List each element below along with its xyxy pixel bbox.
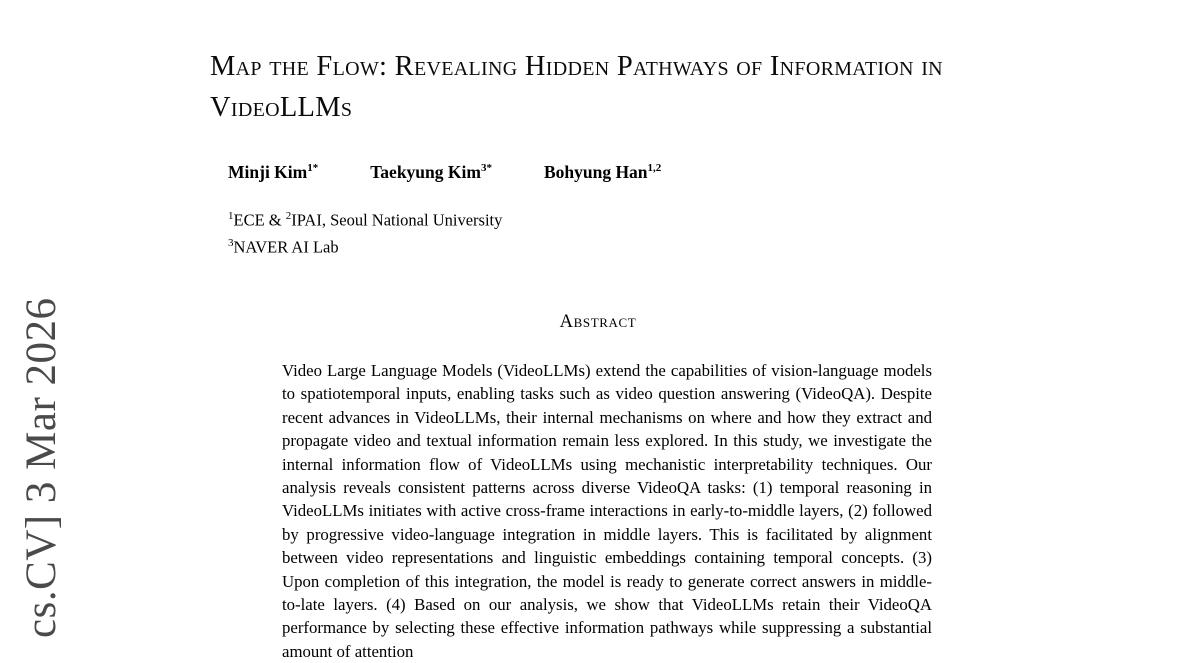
affiliation-text: NAVER AI Lab [233, 237, 339, 256]
author-name: Bohyung Han [543, 162, 648, 182]
affiliation-line [228, 205, 1000, 232]
affiliation-block [228, 205, 1000, 258]
affiliation-line [228, 232, 1000, 259]
author-name: Minji Kim [228, 162, 308, 182]
author-entry [370, 162, 492, 183]
author-affiliation-marker: 1* [307, 162, 319, 175]
affiliation-marker: 2 [285, 210, 292, 222]
author-affiliation-marker: 3* [480, 162, 492, 175]
author-entry [228, 162, 318, 183]
abstract-heading: Abstract [559, 312, 637, 332]
abstract-paragraph: Video Large Language Models (VideoLLMs) extend the capabilities of vision-language models to spatiotemporal inputs, enabling tasks such as video question answering (VideoQA). Despite recent advances in VideoLLMs, their internal mechanisms on where and how they extract and propagate video and textual information remain less explored. In this study, we investigate the internal information flow of VideoLLMs using mechanistic interpretability techniques. Our analysis reveals consistent patterns across diverse VideoQA tasks: (1) temporal reasoning in VideoLLMs initiates with active cross-frame interactions in early-to-middle layers, (2) followed by progressive video-language integration in middle layers. This is facilitated by alignment between video representations and linguistic embeddings containing temporal concepts. (3) Upon completion of this integration, the model is ready to generate correct answers in middle-to-late layers. (4) Based on our analysis, we show that VideoLLMs retain their VideoQA performance by selecting these effective information pathways while suppressing a substantial amount of attention [282, 361, 932, 661]
affiliation-text: IPAI, Seoul National University [291, 210, 503, 230]
affiliation-marker: 3 [228, 236, 234, 249]
author-entry [544, 162, 661, 183]
paper-content [210, 0, 1000, 661]
abstract-body [282, 359, 932, 663]
affiliation-text: ECE & [233, 210, 286, 230]
author-affiliation-marker: 1,2 [647, 162, 662, 175]
affiliation-marker: 1 [228, 210, 234, 222]
page-title: Map the Flow: Revealing Hidden Pathways of Information in VideoLLMs [210, 51, 943, 123]
arxiv-stamp-text: cs.CV] 3 Mar 2026 [17, 297, 65, 638]
author-list [210, 162, 1000, 183]
arxiv-identifier-stamp [0, 0, 86, 648]
author-name: Taekyung Kim [370, 162, 481, 182]
